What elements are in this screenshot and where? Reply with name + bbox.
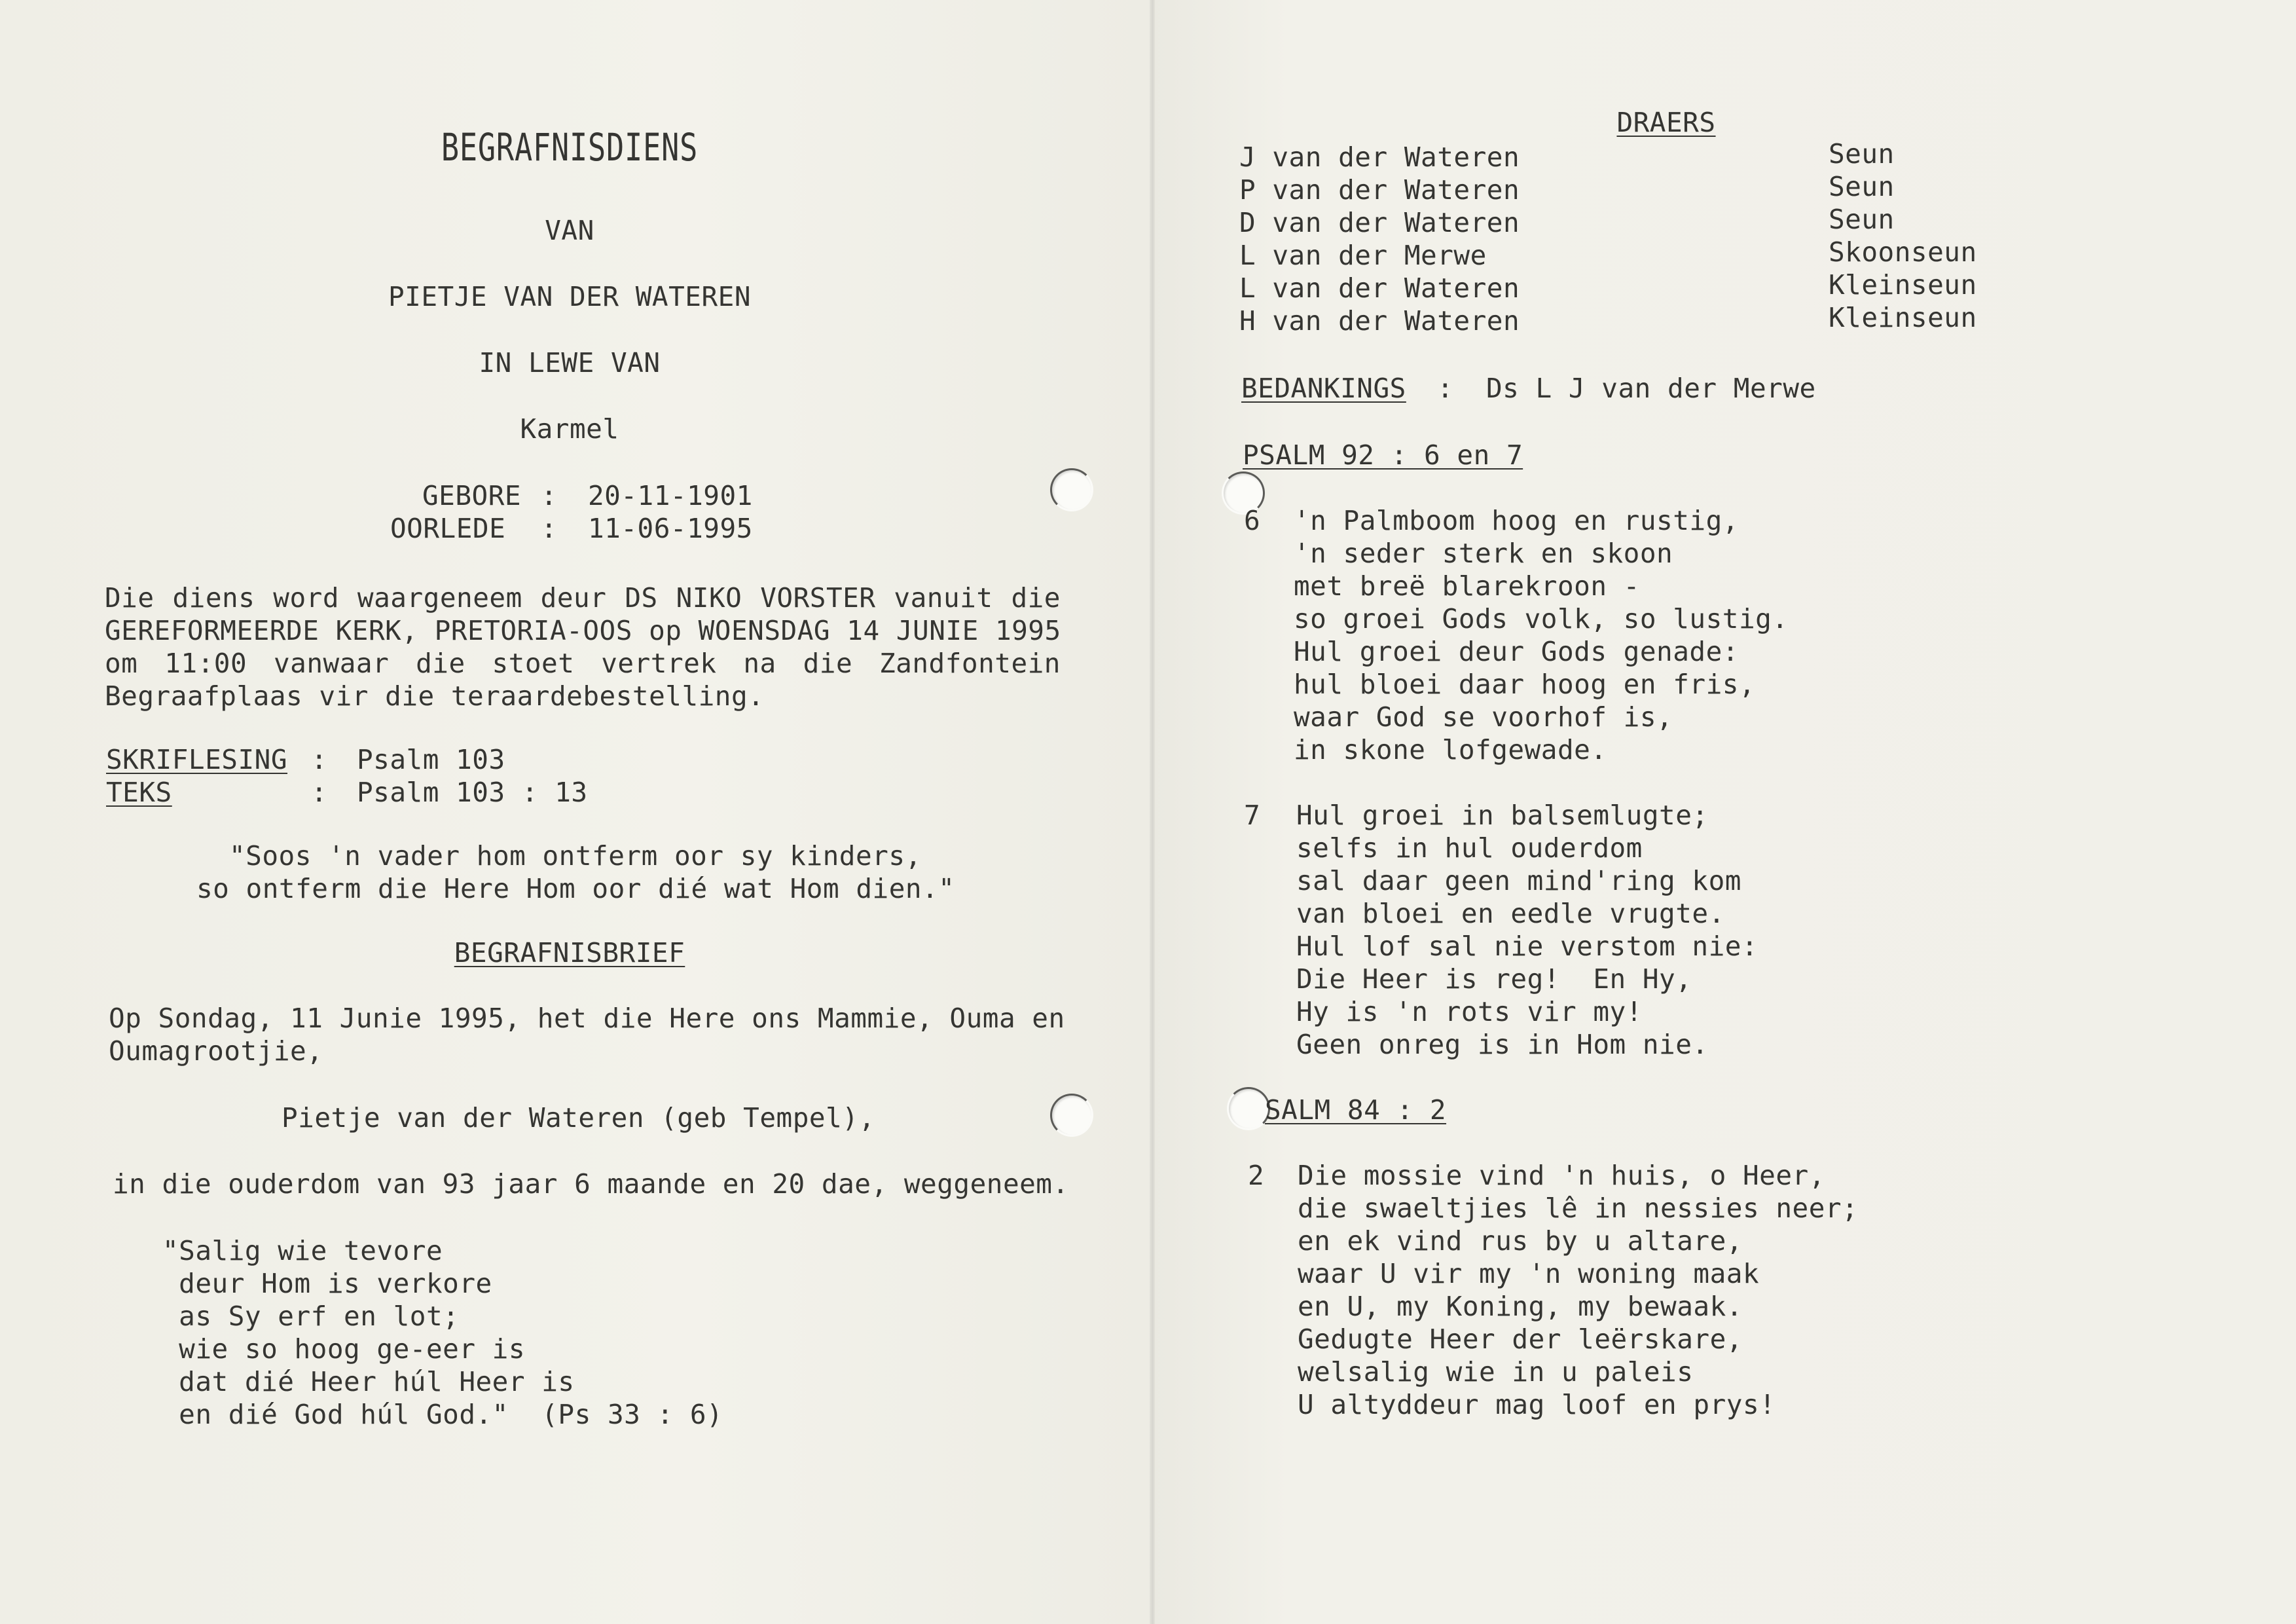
letter-name: Pietje van der Wateren (geb Tempel), — [282, 1102, 875, 1134]
psalm-line: waar God se voorhof is, — [1294, 701, 1673, 733]
psalm-line: selfs in hul ouderdom — [1296, 832, 1643, 864]
letter-line: Oumagrootjie, — [109, 1035, 323, 1067]
verse-line: as Sy erf en lot; — [162, 1301, 460, 1332]
document-title: BEGRAFNISDIENS — [441, 125, 699, 170]
verse-line: "Salig wie tevore — [162, 1235, 443, 1266]
deceased-name-heading: PIETJE VAN DER WATEREN — [388, 281, 752, 312]
service-line: GEREFORMEERDE KERK, PRETORIA-OOS op WOENSDAG 14 JUNIE 1995 — [105, 615, 1061, 646]
reading-value: Psalm 103 — [357, 744, 505, 775]
psalm92-heading: PSALM 92 : 6 en 7 — [1243, 439, 1523, 471]
page-fold — [1150, 0, 1155, 1624]
verse-line: deur Hom is verkore — [162, 1268, 492, 1299]
thanks-separator: : — [1437, 373, 1454, 404]
punch-hole-left-top — [1050, 468, 1093, 511]
scripture-quote-line: "Soos 'n vader hom ontferm oor sy kinders, — [229, 840, 922, 872]
verse-line: dat dié Heer húl Heer is — [162, 1366, 575, 1397]
psalm-line: in skone lofgewade. — [1294, 734, 1607, 766]
died-separator: : — [541, 513, 558, 544]
born-separator: : — [541, 480, 558, 511]
psalm-line: welsalig wie in u paleis — [1298, 1356, 1694, 1388]
psalm-line: Die mossie vind 'n huis, o Heer, — [1298, 1160, 1825, 1191]
thanks-label: BEDANKINGS — [1241, 373, 1406, 404]
scripture-quote-line: so ontferm die Here Hom oor dié wat Hom dien." — [196, 873, 955, 904]
psalm-line: en ek vind rus by u altare, — [1298, 1225, 1743, 1257]
verse-line: wie so hoog ge-eer is — [162, 1333, 526, 1365]
psalm-line: waar U vir my 'n woning maak — [1298, 1258, 1760, 1289]
psalm-line: die swaeltjies lê in nessies neer; — [1298, 1192, 1859, 1224]
bearer-relation: Kleinseun — [1829, 302, 1977, 333]
psalm-line: Geen onreg is in Hom nie. — [1296, 1029, 1709, 1060]
letter-heading: BEGRAFNISBRIEF — [454, 937, 685, 969]
punch-hole-left-bottom — [1050, 1094, 1093, 1137]
born-date: 20-11-1901 — [588, 480, 753, 511]
psalm-line: sal daar geen mind'ring kom — [1296, 865, 1741, 896]
psalm-line: Hul lof sal nie verstom nie: — [1296, 931, 1758, 962]
psalm-line: Hul groei in balsemlugte; — [1296, 800, 1709, 831]
text-label: TEKS — [106, 777, 172, 808]
bearer-relation: Skoonseun — [1829, 236, 1977, 268]
psalm-line: 'n seder sterk en skoon — [1294, 538, 1673, 569]
psalm84-heading: SALM 84 : 2 — [1265, 1094, 1447, 1126]
born-label: GEBORE — [422, 480, 522, 511]
text-separator: : — [311, 777, 328, 808]
in-lewe-van-label: IN LEWE VAN — [479, 347, 661, 378]
died-label: OORLEDE — [390, 513, 506, 544]
psalm-line: met breë blarekroon - — [1294, 570, 1640, 602]
bearer-name: D van der Wateren — [1239, 207, 1520, 238]
verse-line: en dié God húl God." (Ps 33 : 6) — [162, 1399, 723, 1430]
psalm-line: U altyddeur mag loof en prys! — [1298, 1389, 1776, 1420]
letter-age: in die ouderdom van 93 jaar 6 maande en 20 dae, weggeneem. — [113, 1168, 1069, 1200]
bearer-relation: Seun — [1829, 138, 1895, 170]
punch-hole-right-bottom — [1227, 1087, 1270, 1130]
bearer-relation: Seun — [1829, 204, 1895, 235]
thanks-value: Ds L J van der Merwe — [1486, 373, 1816, 404]
place-label: Karmel — [520, 413, 619, 445]
psalm-line: hul bloei daar hoog en fris, — [1294, 669, 1756, 700]
psalm84-verse2-number: 2 — [1248, 1160, 1265, 1191]
bearer-relation: Seun — [1829, 171, 1895, 202]
reading-separator: : — [311, 744, 328, 775]
bearer-name: L van der Merwe — [1239, 240, 1487, 271]
psalm-line: van bloei en eedle vrugte. — [1296, 898, 1725, 929]
psalm92-verse7-number: 7 — [1244, 800, 1261, 831]
bearer-relation: Kleinseun — [1829, 269, 1977, 301]
psalm92-verse6-number: 6 — [1244, 505, 1261, 536]
psalm-line: Hul groei deur Gods genade: — [1294, 636, 1739, 667]
bearer-name: L van der Wateren — [1239, 272, 1520, 304]
letter-line: Op Sondag, 11 Junie 1995, het die Here ons Mammie, Ouma en — [109, 1003, 1065, 1034]
service-line: om 11:00 vanwaar die stoet vertrek na die Zandfontein — [105, 648, 1061, 679]
service-line: Begraafplaas vir die teraardebestelling. — [105, 680, 765, 712]
text-value: Psalm 103 : 13 — [357, 777, 588, 808]
bearers-heading: DRAERS — [1616, 107, 1716, 138]
died-date: 11-06-1995 — [588, 513, 753, 544]
bearer-name: P van der Wateren — [1239, 174, 1520, 206]
psalm-line: Die Heer is reg! En Hy, — [1296, 963, 1692, 995]
van-label: VAN — [545, 215, 594, 246]
psalm-line: Gedugte Heer der leërskare, — [1298, 1323, 1743, 1355]
psalm-line: Hy is 'n rots vir my! — [1296, 996, 1643, 1027]
reading-label: SKRIFLESING — [106, 744, 288, 775]
service-line: Die diens word waargeneem deur DS NIKO VORSTER vanuit die — [105, 582, 1061, 614]
psalm-line: en U, my Koning, my bewaak. — [1298, 1291, 1743, 1322]
psalm-line: so groei Gods volk, so lustig. — [1294, 603, 1789, 635]
psalm-line: 'n Palmboom hoog en rustig, — [1294, 505, 1739, 536]
bearer-name: H van der Wateren — [1239, 305, 1520, 337]
bearer-name: J van der Wateren — [1239, 141, 1520, 173]
